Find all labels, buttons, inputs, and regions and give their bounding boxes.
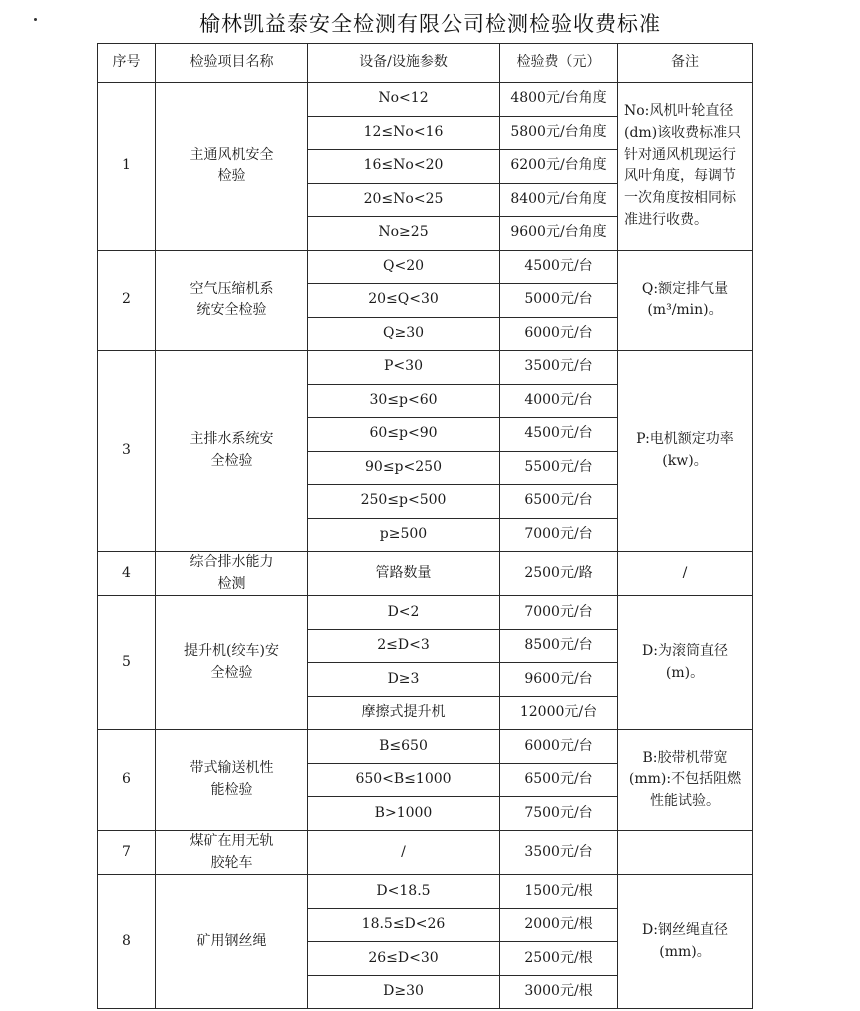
table-header-row: [98, 44, 753, 83]
cell-fee: 2500元/路: [500, 552, 618, 596]
cell-param: No<12: [308, 83, 500, 117]
cell-param: P<30: [308, 351, 500, 385]
cell-note: B:胶带机带宽(mm):不包括阻燃性能试验。: [618, 730, 753, 831]
header-param: 设备/设施参数: [308, 44, 500, 83]
cell-note: No:风机叶轮直径(dm)该收费标准只针对通风机现运行风叶角度，每调节一次角度按相同标准进行收费。: [618, 83, 753, 251]
cell-seq: 3: [98, 351, 156, 552]
cell-param: 26≤D<30: [308, 942, 500, 976]
cell-param: D<2: [308, 596, 500, 630]
cell-param: 12≤No<16: [308, 116, 500, 150]
cell-note: P:电机额定功率(kw)。: [618, 351, 753, 552]
cell-fee: 4800元/台角度: [500, 83, 618, 117]
cell-item-name: 综合排水能力检测: [156, 552, 308, 596]
cell-fee: 9600元/台: [500, 663, 618, 697]
table-row: [98, 351, 753, 385]
cell-fee: 3000元/根: [500, 975, 618, 1009]
cell-fee: 7500元/台: [500, 797, 618, 831]
table-row: [98, 875, 753, 909]
cell-seq: 1: [98, 83, 156, 251]
cell-item-name: 主排水系统安全检验: [156, 351, 308, 552]
cell-item-name: 矿用钢丝绳: [156, 875, 308, 1009]
cell-fee: 4000元/台: [500, 384, 618, 418]
cell-fee: 6200元/台角度: [500, 150, 618, 184]
cell-param: 18.5≤D<26: [308, 908, 500, 942]
header-item: 检验项目名称: [156, 44, 308, 83]
cell-fee: 2000元/根: [500, 908, 618, 942]
cell-fee: 4500元/台: [500, 418, 618, 452]
cell-note: D:钢丝绳直径(mm)。: [618, 875, 753, 1009]
table-row: [98, 552, 753, 596]
table-row: [98, 596, 753, 630]
cell-seq: 5: [98, 596, 156, 730]
cell-fee: 3500元/台: [500, 351, 618, 385]
cell-fee: 7000元/台: [500, 596, 618, 630]
header-note: 备注: [618, 44, 753, 83]
cell-fee: 2500元/根: [500, 942, 618, 976]
cell-param: D≥30: [308, 975, 500, 1009]
header-fee: 检验费（元）: [500, 44, 618, 83]
cell-param: 90≤p<250: [308, 451, 500, 485]
cell-fee: 5000元/台: [500, 284, 618, 318]
cell-param: D<18.5: [308, 875, 500, 909]
cell-param: 30≤p<60: [308, 384, 500, 418]
cell-param: p≥500: [308, 518, 500, 552]
cell-param: 2≤D<3: [308, 629, 500, 663]
cell-param: /: [308, 830, 500, 874]
cell-item-name: 提升机(绞车)安全检验: [156, 596, 308, 730]
cell-fee: 1500元/根: [500, 875, 618, 909]
cell-param: 管路数量: [308, 552, 500, 596]
cell-fee: 8500元/台: [500, 629, 618, 663]
cell-param: 650<B≤1000: [308, 763, 500, 797]
cell-item-name: 煤矿在用无轨胶轮车: [156, 830, 308, 874]
document-title: 榆林凯益泰安全检测有限公司检测检验收费标准: [199, 12, 661, 36]
cell-fee: 7000元/台: [500, 518, 618, 552]
cell-fee: 6000元/台: [500, 317, 618, 351]
cell-fee: 5500元/台: [500, 451, 618, 485]
cell-seq: 2: [98, 250, 156, 351]
cell-seq: 6: [98, 730, 156, 831]
cell-seq: 8: [98, 875, 156, 1009]
cell-param: B>1000: [308, 797, 500, 831]
cell-fee: 5800元/台角度: [500, 116, 618, 150]
cell-param: 20≤No<25: [308, 183, 500, 217]
cell-note: /: [618, 552, 753, 596]
cell-param: 20≤Q<30: [308, 284, 500, 318]
cell-fee: 8400元/台角度: [500, 183, 618, 217]
table-row: [98, 250, 753, 284]
fee-table-body: [98, 83, 753, 1009]
cell-item-name: 空气压缩机系统安全检验: [156, 250, 308, 351]
cell-note: D:为滚筒直径(m)。: [618, 596, 753, 730]
header-seq: 序号: [98, 44, 156, 83]
cell-param: 60≤p<90: [308, 418, 500, 452]
cell-param: 250≤p<500: [308, 485, 500, 519]
table-row: [98, 730, 753, 764]
cell-param: Q≥30: [308, 317, 500, 351]
cell-fee: 6500元/台: [500, 485, 618, 519]
cell-param: No≥25: [308, 217, 500, 251]
cell-fee: 9600元/台角度: [500, 217, 618, 251]
cell-item-name: 主通风机安全检验: [156, 83, 308, 251]
cell-param: 16≤No<20: [308, 150, 500, 184]
cell-param: 摩擦式提升机: [308, 696, 500, 730]
cell-param: D≥3: [308, 663, 500, 697]
cell-seq: 4: [98, 552, 156, 596]
cell-fee: 3500元/台: [500, 830, 618, 874]
cell-note: [618, 830, 753, 874]
cell-note: Q:额定排气量(m³/min)。: [618, 250, 753, 351]
cell-fee: 6000元/台: [500, 730, 618, 764]
cell-fee: 12000元/台: [500, 696, 618, 730]
cell-param: B≤650: [308, 730, 500, 764]
cell-fee: 6500元/台: [500, 763, 618, 797]
cell-seq: 7: [98, 830, 156, 874]
cell-fee: 4500元/台: [500, 250, 618, 284]
cell-param: Q<20: [308, 250, 500, 284]
cell-item-name: 带式输送机性能检验: [156, 730, 308, 831]
table-row: [98, 830, 753, 874]
table-row: [98, 83, 753, 117]
fee-table: [97, 43, 753, 1009]
